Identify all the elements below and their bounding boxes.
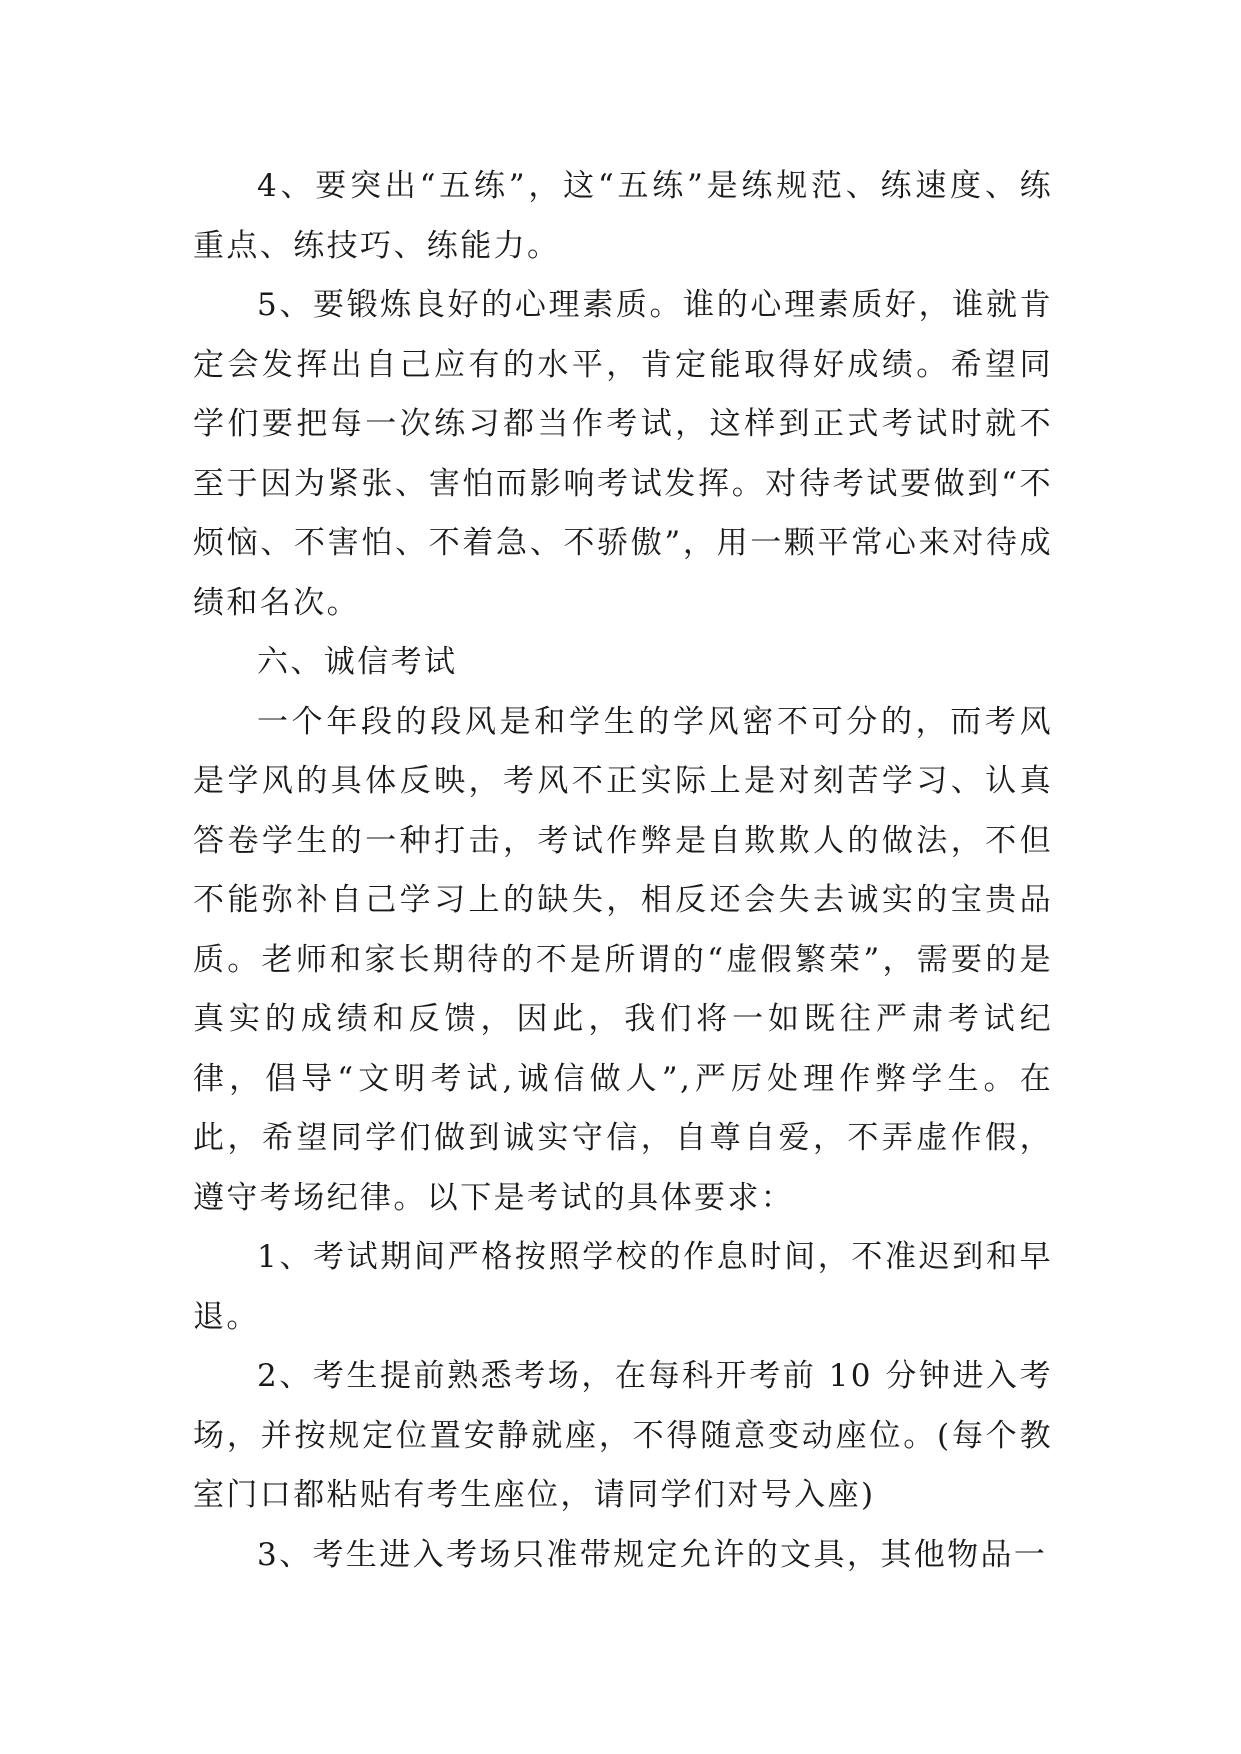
- paragraph-point-4: 4、要突出“五练”，这“五练”是练规范、练速度、练重点、练技巧、练能力。: [193, 168, 1053, 264]
- document-body: [193, 157, 1053, 1585]
- paragraph-point-5: 5、要锻炼良好的心理素质。谁的心理素质好，谁就肯定会发挥出自己应有的水平，肯定能取得好成绩。希望同学们要把每一次练习都当作考试，这样到正式考试时就不至于因为紧张、害怕而影响考试发挥。对待考试要做到“不烦恼、不害怕、不着急、不骄傲”，用一颗平常心来对待成绩和名次。: [193, 287, 1053, 621]
- paragraph-requirement-2: 2、考生提前熟悉考场，在每科开考前 10 分钟进入考场，并按规定位置安静就座，不得随意变动座位。(每个教室门口都粘贴有考生座位，请同学们对号入座): [193, 1358, 1053, 1513]
- section-heading-integrity-exam: 六、诚信考试: [257, 644, 458, 680]
- paragraph-requirement-1: 1、考试期间严格按照学校的作息时间，不准迟到和早退。: [193, 1239, 1053, 1335]
- paragraph-integrity-intro: 一个年段的段风是和学生的学风密不可分的，而考风是学风的具体反映，考风不正实际上是对刻苦学习、认真答卷学生的一种打击，考试作弊是自欺欺人的做法，不但不能弥补自己学习上的缺失，相反还会失去诚实的宝贵品质。老师和家长期待的不是所谓的“虚假繁荣”，需要的是真实的成绩和反馈，因此，我们将一如既往严肃考试纪律，倡导“文明考试,诚信做人”,严厉处理作弊学生。在此，希望同学们做到诚实守信，自尊自爱，不弄虚作假，遵守考场纪律。以下是考试的具体要求：: [193, 703, 1053, 1216]
- paragraph-requirement-3: 3、考生进入考场只准带规定允许的文具，其他物品一: [257, 1536, 1048, 1573]
